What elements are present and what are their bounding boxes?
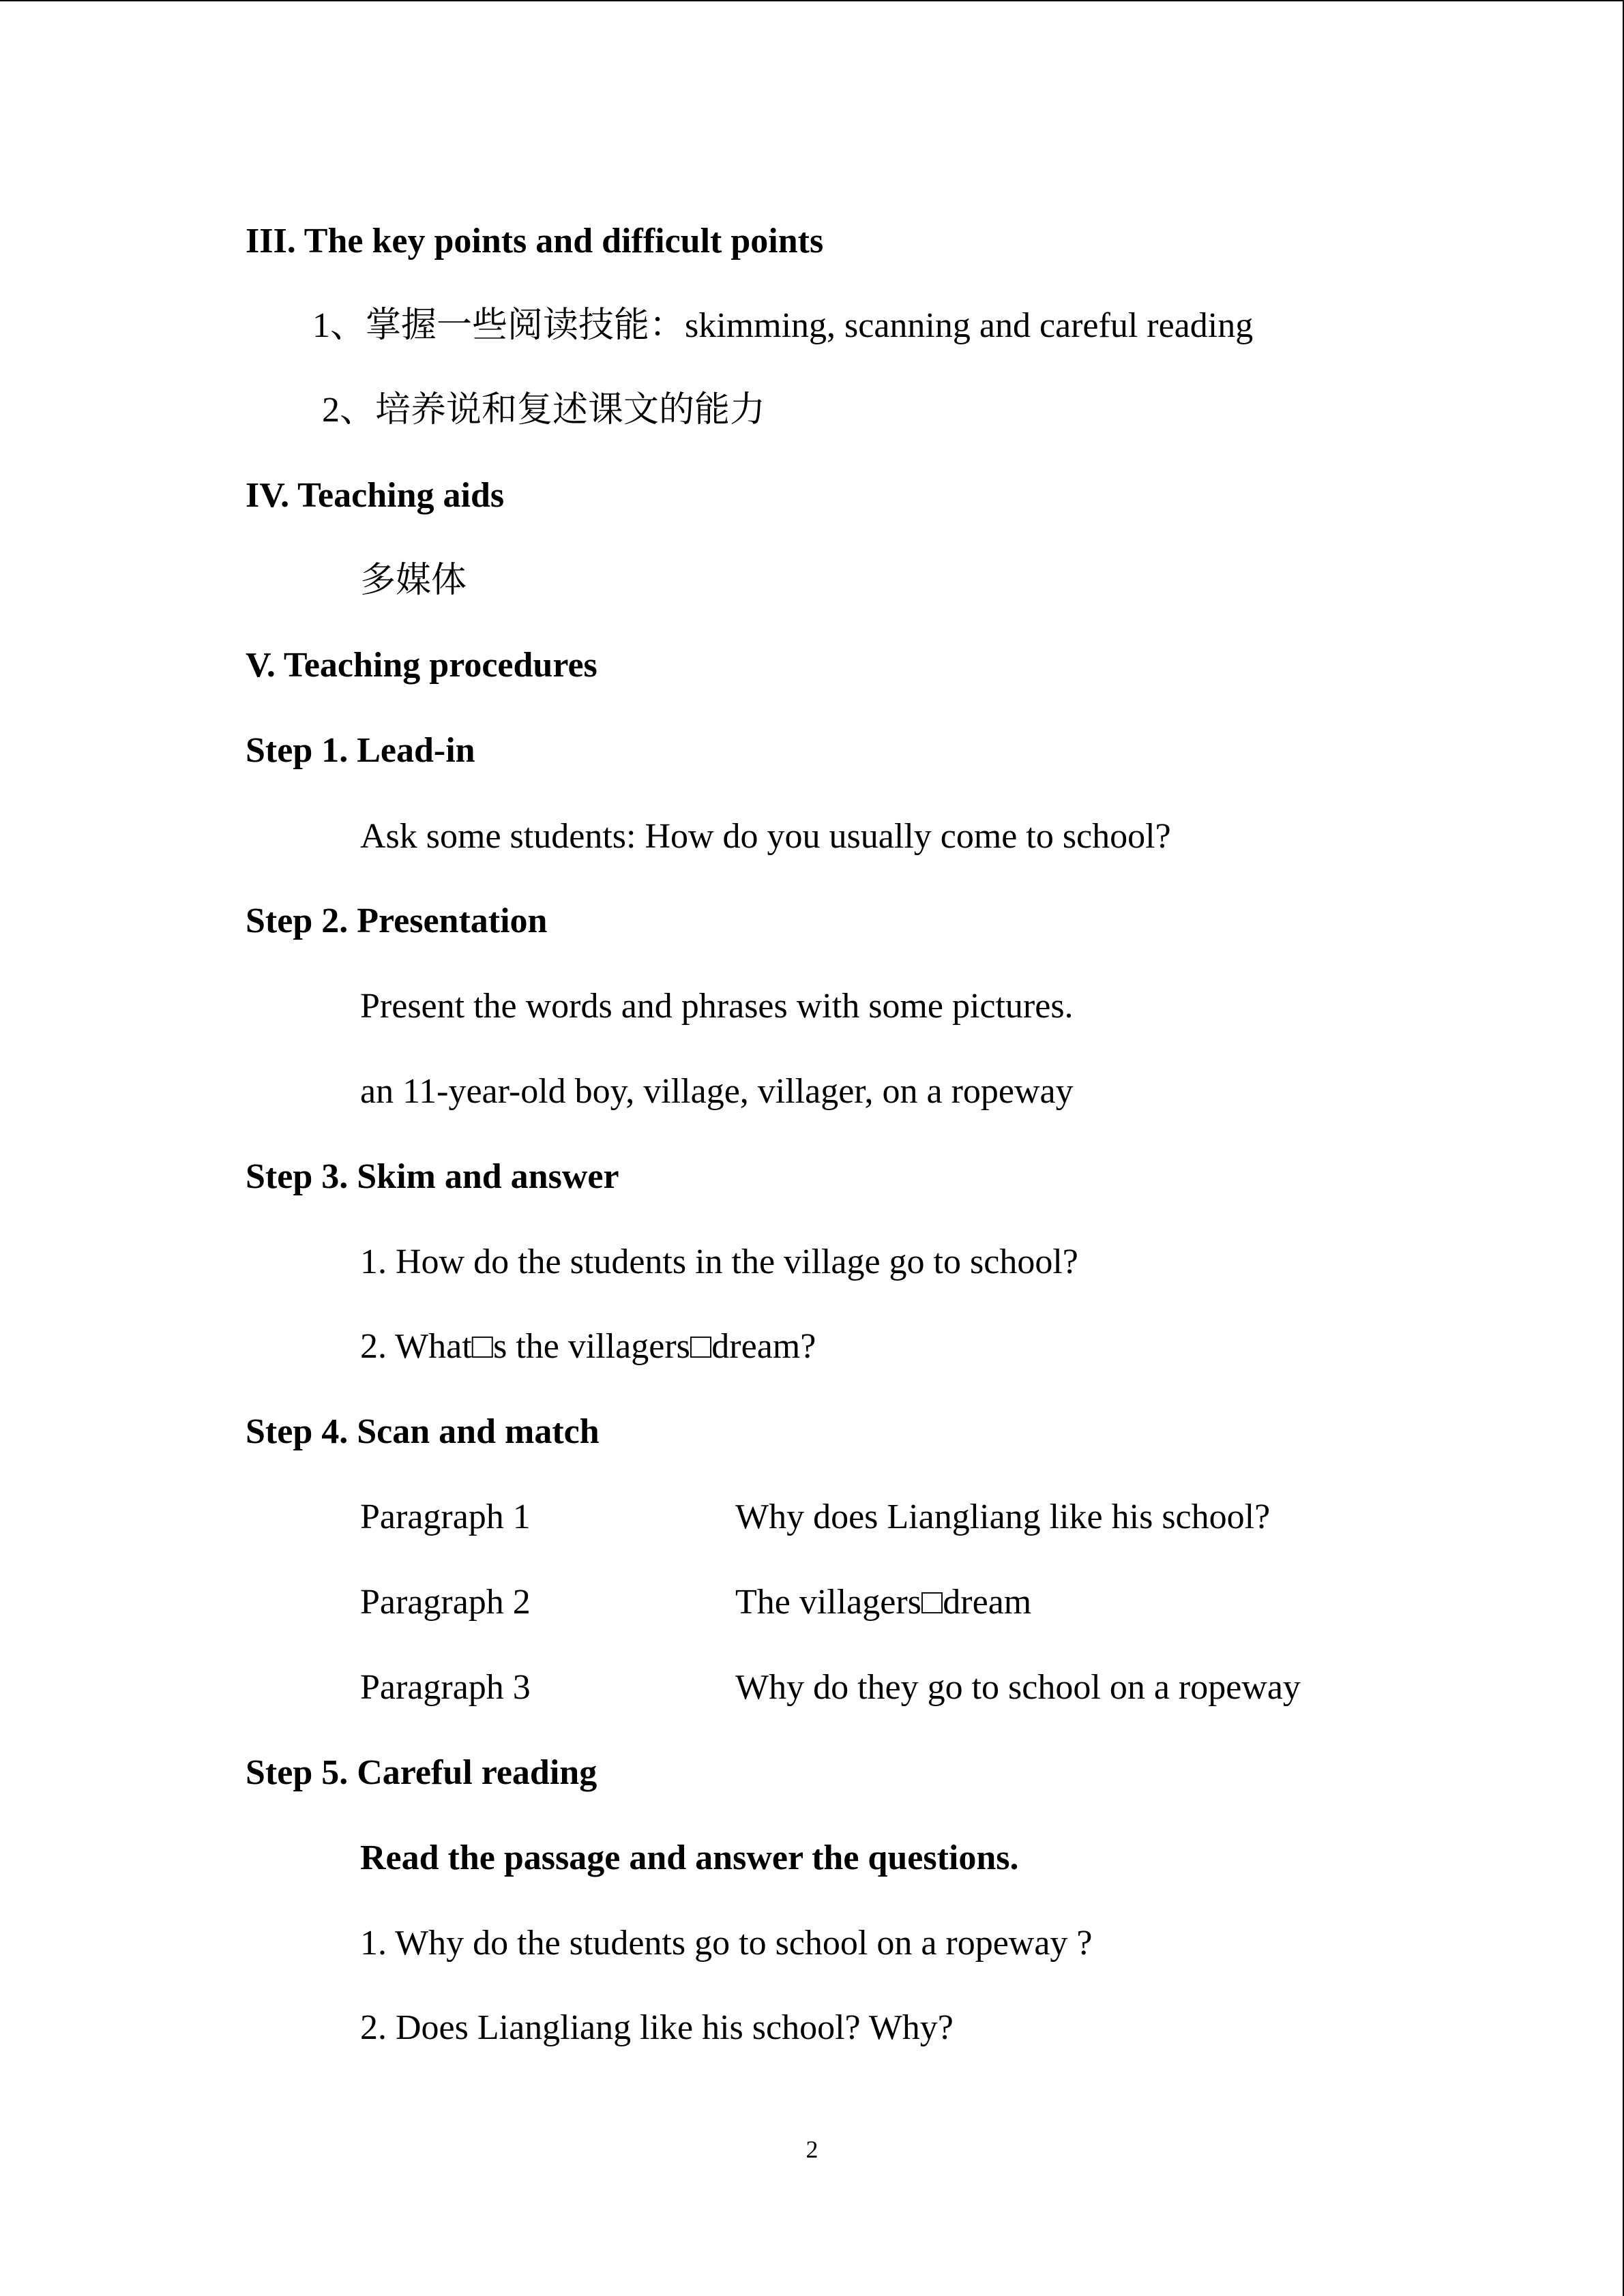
section-heading-teaching-aids: IV. Teaching aids: [246, 476, 505, 515]
teaching-aids-content: 多媒体: [360, 561, 467, 600]
key-point-item: 2、培养说和复述课文的能力: [322, 391, 766, 430]
match-paragraph-label: Paragraph 2: [360, 1583, 531, 1622]
step-heading-lead-in: Step 1. Lead-in: [246, 731, 475, 770]
step-heading-careful-reading: Step 5. Careful reading: [246, 1753, 597, 1792]
key-point-item: 1、掌握一些阅读技能：skimming, scanning and careful reading: [312, 306, 1254, 345]
section-heading-teaching-procedures: V. Teaching procedures: [246, 646, 597, 685]
skim-question: 2. What□s the villagers□dream?: [360, 1327, 816, 1366]
skim-question: 1. How do the students in the village go to school?: [360, 1242, 1078, 1281]
match-paragraph-label: Paragraph 3: [360, 1668, 531, 1707]
presentation-line: Present the words and phrases with some pictures.: [360, 987, 1074, 1026]
match-description: Why do they go to school on a ropeway: [735, 1668, 1301, 1707]
lead-in-content: Ask some students: How do you usually come to school?: [360, 817, 1171, 856]
careful-reading-question: 1. Why do the students go to school on a ropeway ?: [360, 1924, 1093, 1963]
section-heading-key-points: III. The key points and difficult points: [246, 222, 824, 260]
step-heading-scan: Step 4. Scan and match: [246, 1412, 600, 1451]
presentation-line: an 11-year-old boy, village, villager, on a ropeway: [360, 1072, 1074, 1111]
page-number: 2: [806, 2136, 818, 2163]
step-heading-presentation: Step 2. Presentation: [246, 901, 548, 940]
match-paragraph-label: Paragraph 1: [360, 1497, 531, 1536]
match-description: The villagers□dream: [735, 1583, 1032, 1622]
step-heading-skim: Step 3. Skim and answer: [246, 1157, 619, 1196]
careful-reading-question: 2. Does Liangliang like his school? Why?: [360, 2008, 954, 2047]
match-description: Why does Liangliang like his school?: [735, 1497, 1271, 1536]
careful-reading-subheading: Read the passage and answer the questions.: [360, 1838, 1019, 1877]
